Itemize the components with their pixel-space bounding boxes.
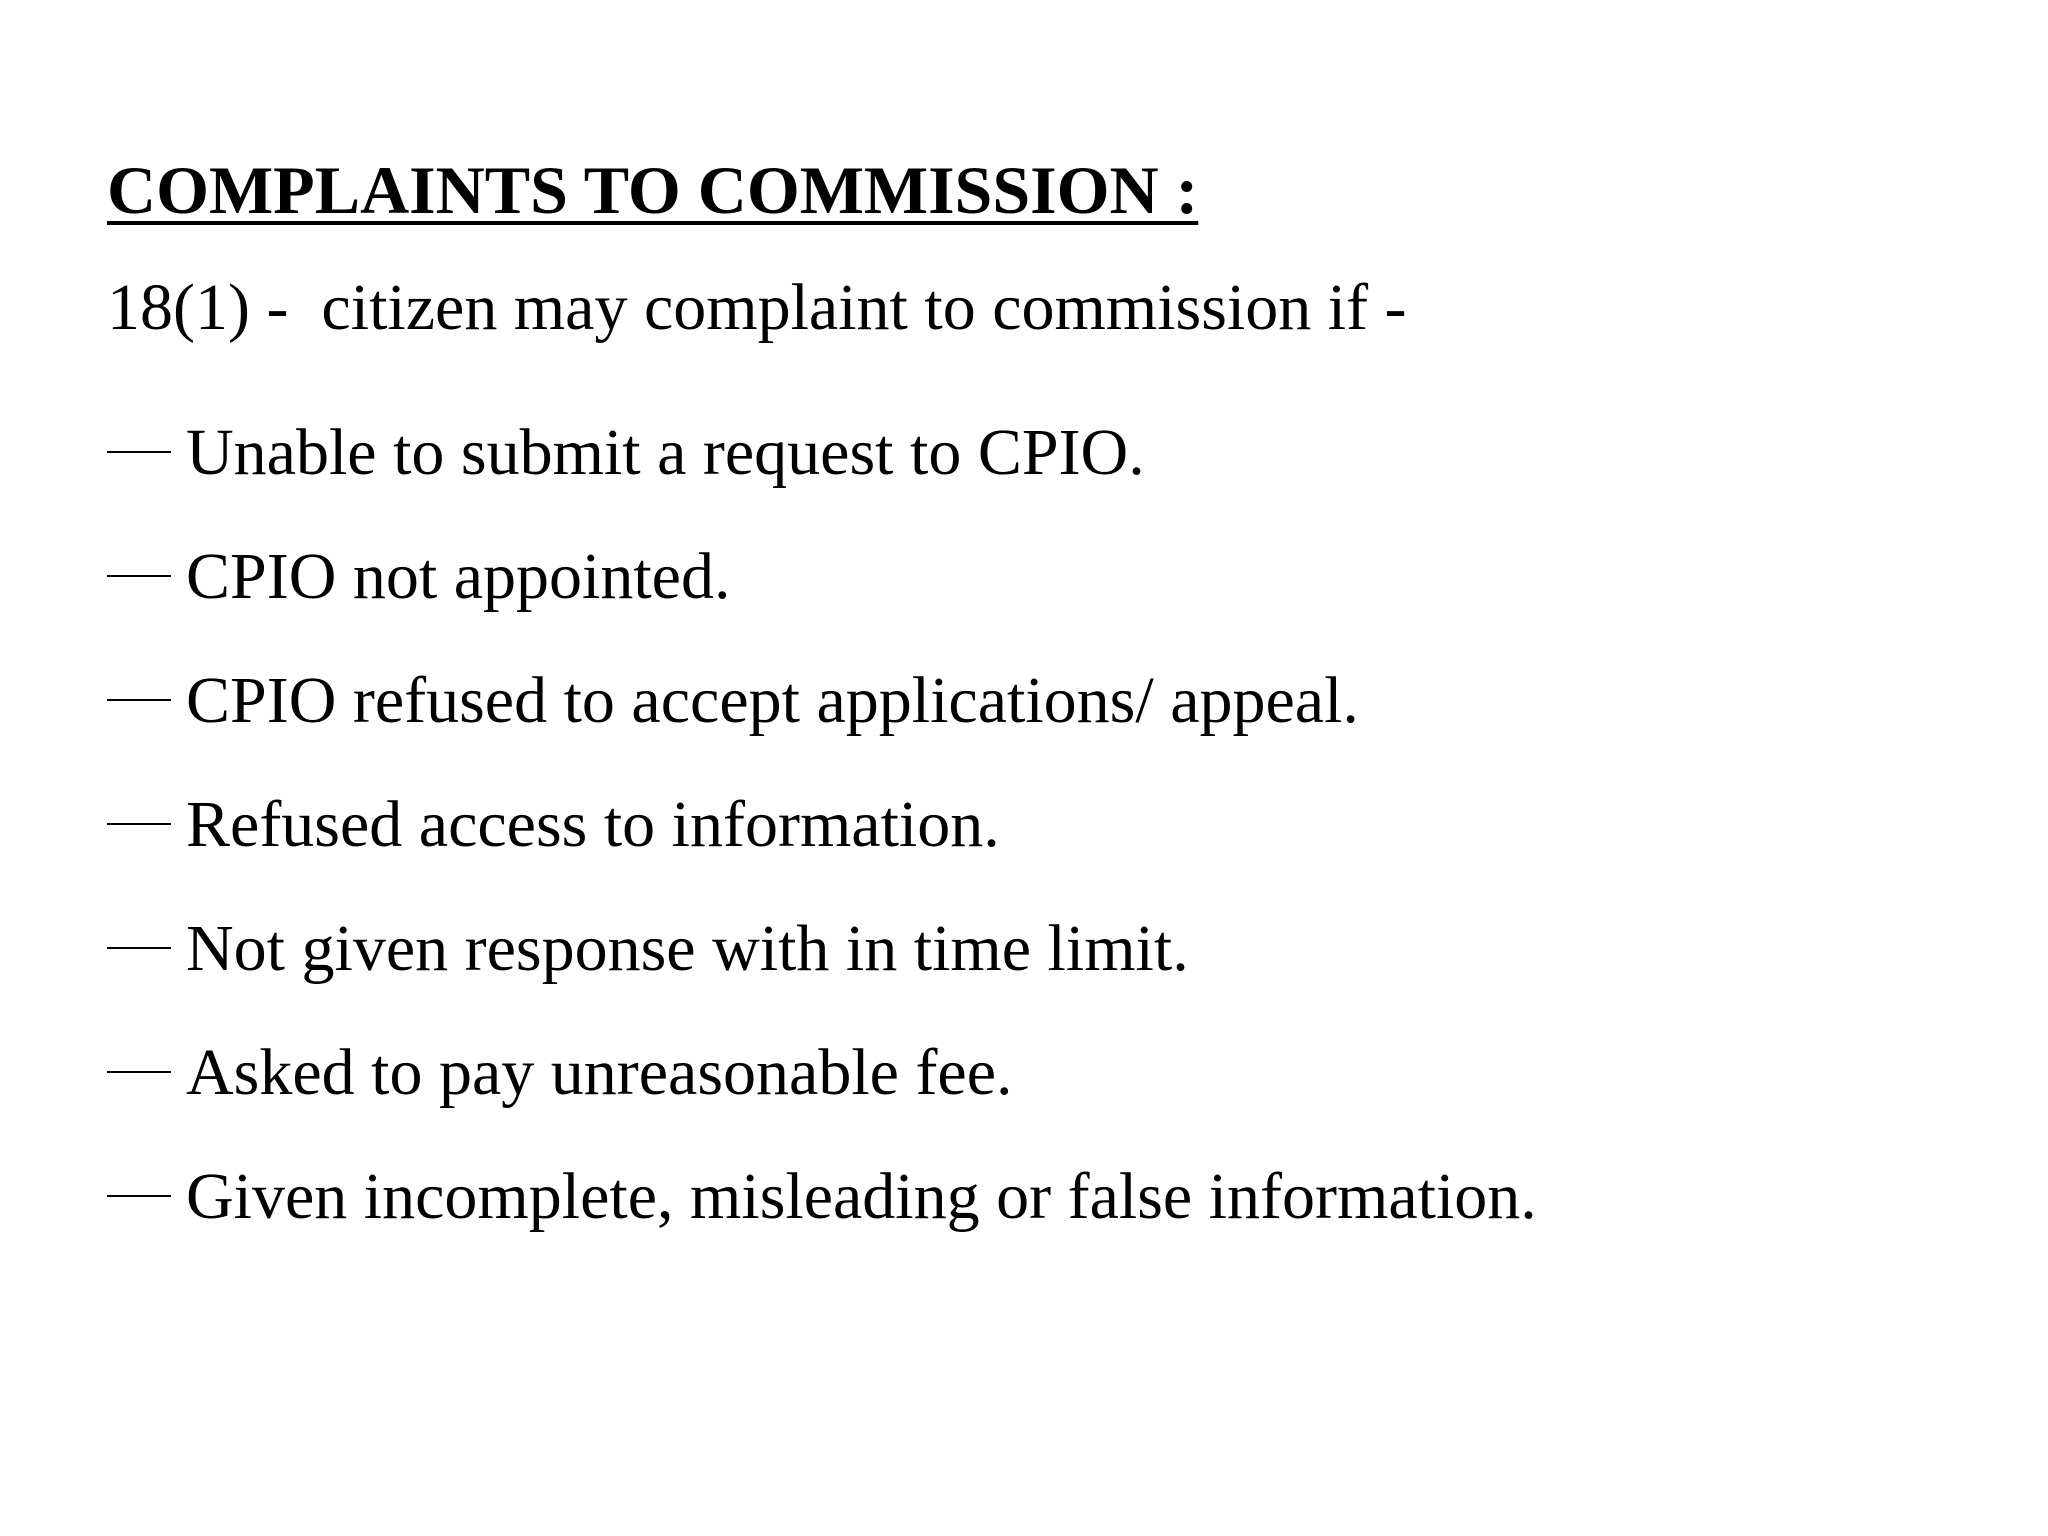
list-item-text: Given incomplete, misleading or false information. <box>186 1160 1537 1233</box>
list-item <box>107 788 1537 916</box>
dash-bullet-icon <box>107 947 171 949</box>
list-item-text: CPIO refused to accept applications/ appeal. <box>186 664 1359 737</box>
list-item-text: Not given response with in time limit. <box>186 912 1189 985</box>
complaint-grounds-list <box>107 416 1537 1288</box>
section-intro: 18(1) - citizen may complaint to commission if - <box>107 271 1407 344</box>
list-item <box>107 1160 1537 1288</box>
list-item <box>107 416 1537 544</box>
dash-bullet-icon <box>107 1071 171 1073</box>
dash-bullet-icon <box>107 451 171 453</box>
page-title: COMPLAINTS TO COMMISSION : <box>107 152 1199 228</box>
dash-bullet-icon <box>107 823 171 825</box>
dash-bullet-icon <box>107 575 171 577</box>
dash-bullet-icon <box>107 1195 171 1197</box>
list-item-text: Unable to submit a request to CPIO. <box>186 416 1145 489</box>
list-item <box>107 664 1537 792</box>
dash-bullet-icon <box>107 699 171 701</box>
list-item-text: CPIO not appointed. <box>186 540 731 613</box>
list-item <box>107 912 1537 1040</box>
list-item <box>107 540 1537 668</box>
list-item-text: Asked to pay unreasonable fee. <box>186 1036 1013 1109</box>
list-item-text: Refused access to information. <box>186 788 1000 861</box>
list-item <box>107 1036 1537 1164</box>
